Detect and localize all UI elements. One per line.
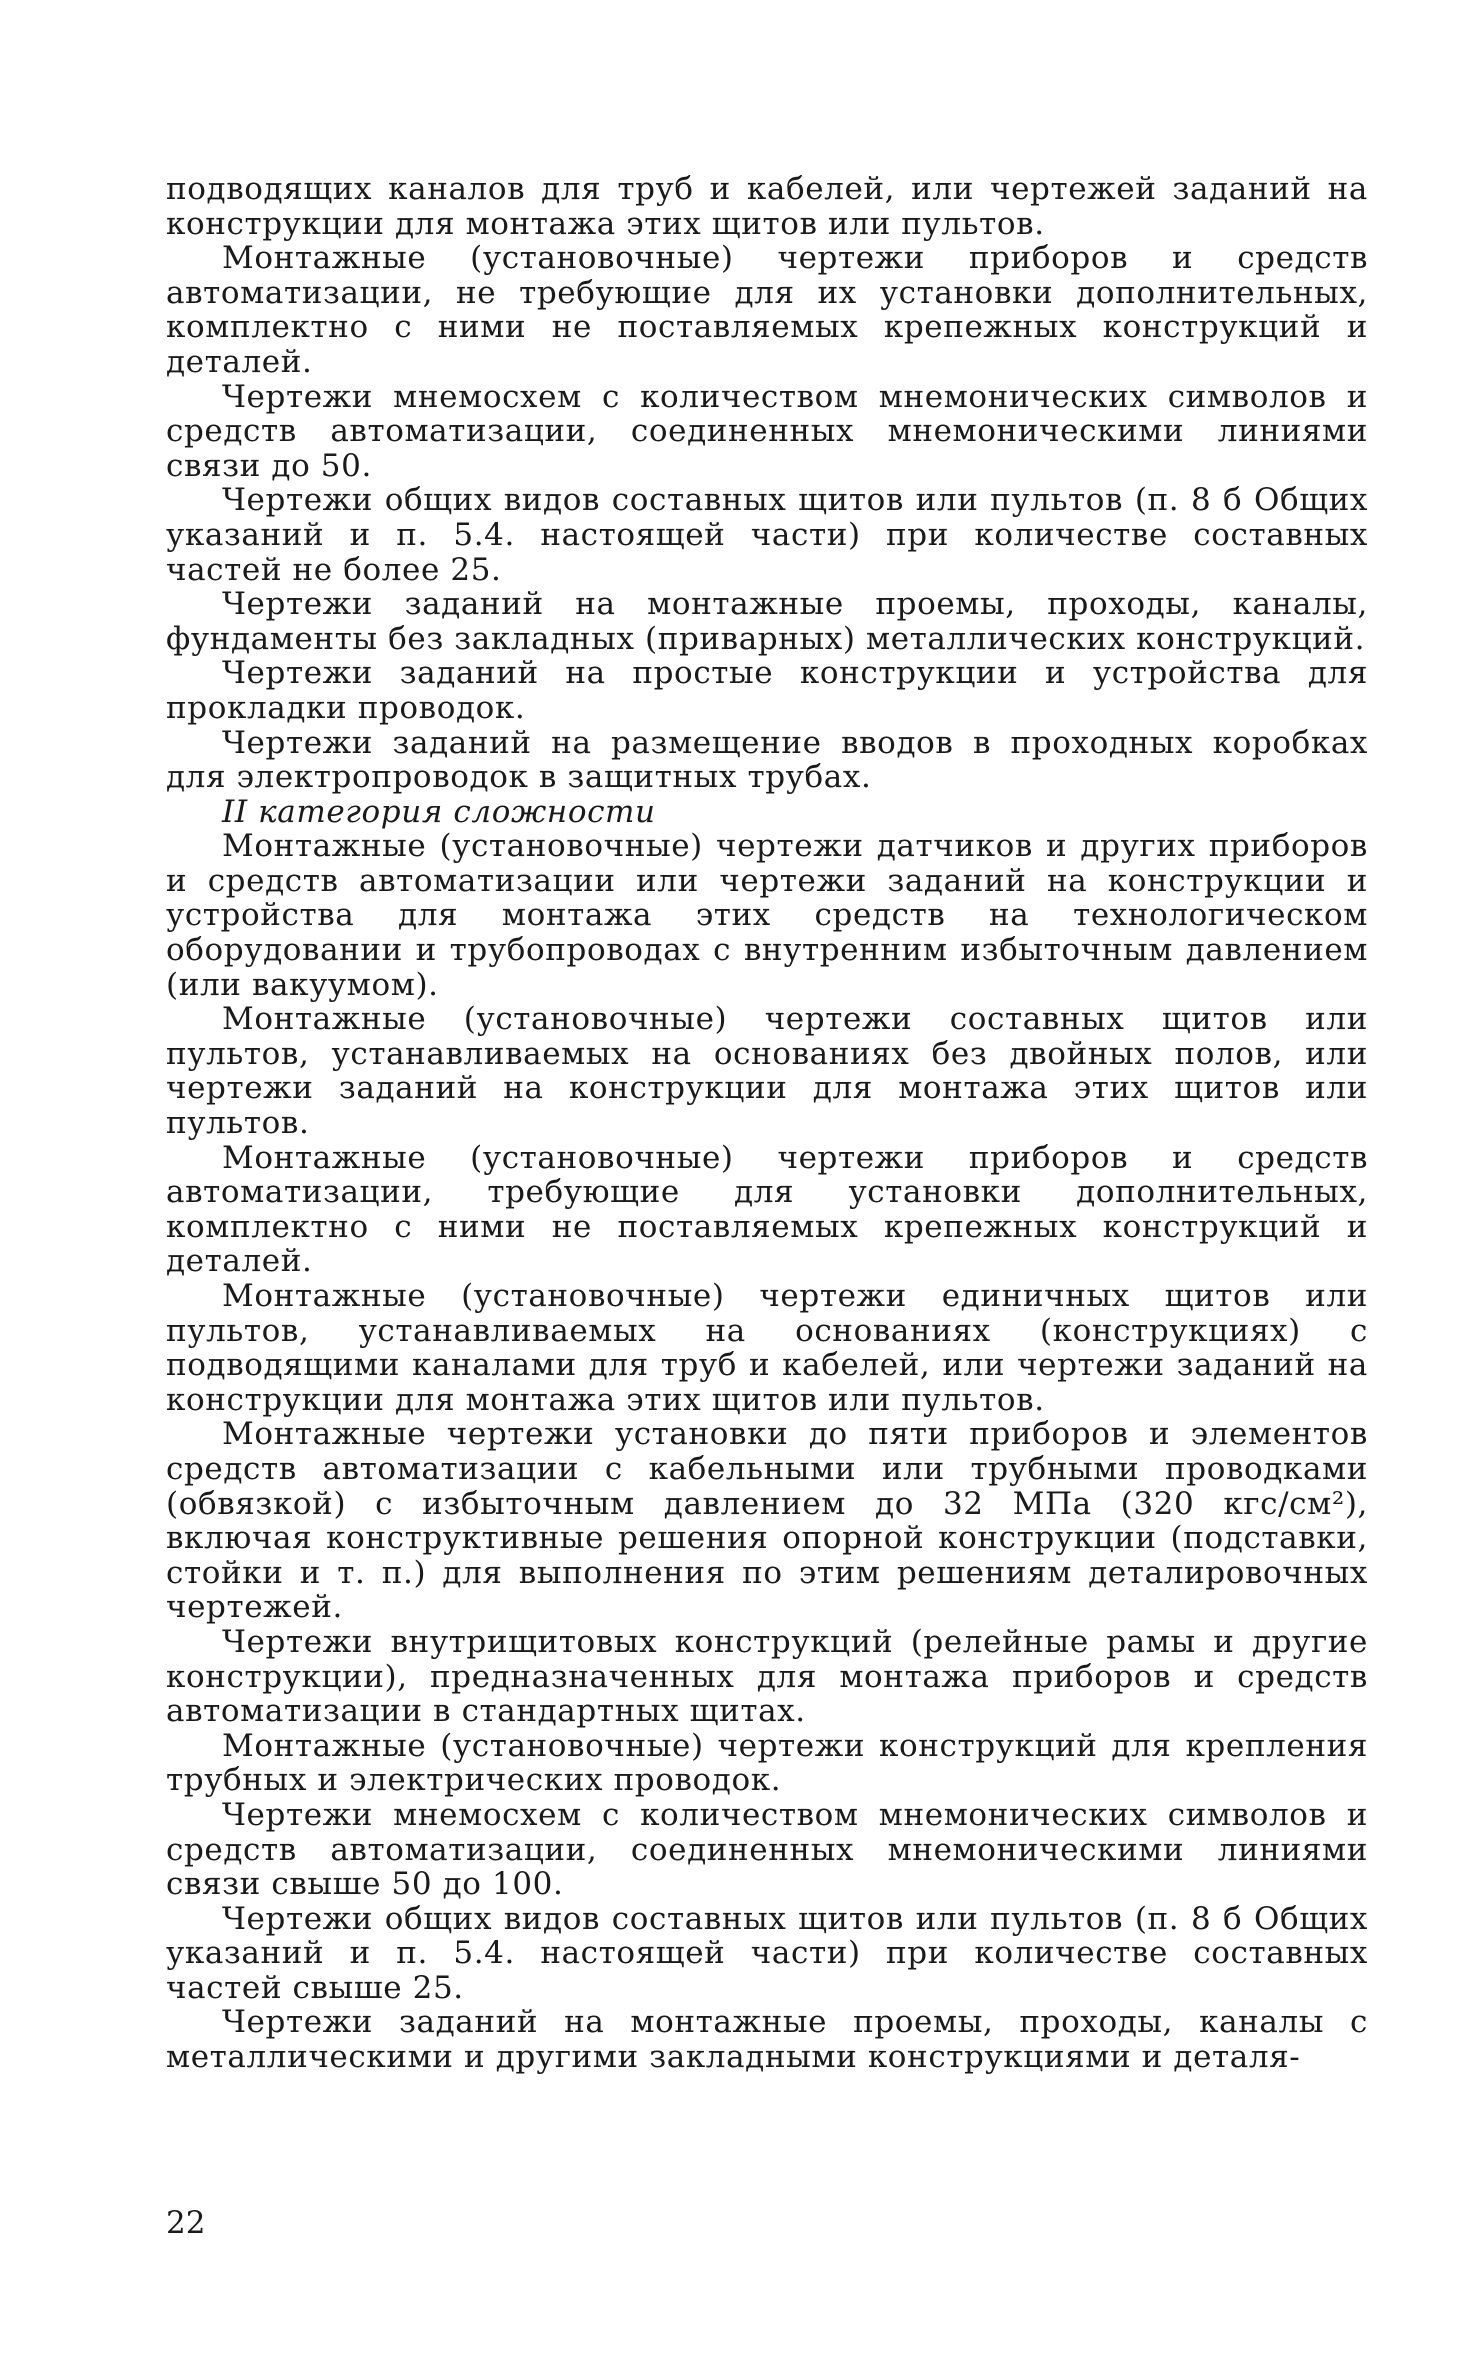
paragraph: Монтажные (установочные) чертежи приборов и средств автоматизации, требующие для установки дополнительных, комплектно с ними не поставляемых крепежных конструкций и деталей.	[166, 1139, 1368, 1280]
body-text	[166, 172, 1368, 2075]
paragraph: Чертежи мнемосхем с количеством мнемонических символов и средств автоматизации, соединенных мнемоническими линиями связи до 50.	[166, 378, 1368, 484]
paragraph: Чертежи заданий на простые конструкции и устройства для прокладки проводок.	[166, 655, 1368, 726]
paragraph: Чертежи заданий на монтажные проемы, проходы, каналы с металлическими и другими закладными конструкциями и деталя-	[166, 2004, 1368, 2076]
paragraph: Монтажные (установочные) чертежи конструкций для крепления трубных и электрических проводок.	[166, 1727, 1368, 1799]
paragraph: Монтажные (установочные) чертежи составных щитов или пультов, устанавливаемых на основаниях без двойных полов, или чертежи заданий на конструкции для монтажа этих щитов или пультов.	[166, 1001, 1368, 1142]
paragraph: Чертежи мнемосхем с количеством мнемонических символов и средств автоматизации, соединенных мнемоническими линиями связи свыше 50 до 100.	[166, 1796, 1368, 1903]
paragraph: Монтажные (установочные) чертежи единичных щитов или пультов, устанавливаемых на основаниях (конструкциях) с подводящими каналами для труб и кабелей, или чертежи заданий на конструкции для монтажа этих щитов или пультов.	[166, 1278, 1368, 1418]
paragraph: Монтажные (установочные) чертежи датчиков и других приборов и средств автоматизации или чертежи заданий на конструкции и устройства для монтажа этих средств на технологическом оборудовании и трубопроводах с внутренним избыточным давлением (или вакуумом).	[166, 828, 1368, 1003]
paragraph: Чертежи общих видов составных щитов или пультов (п. 8 б Общих указаний и п. 5.4. настоящей части) при количестве составных частей свыше 25.	[166, 1900, 1368, 2006]
paragraph: Монтажные (установочные) чертежи приборов и средств автоматизации, не требующие для их установки дополнительных, комплектно с ними не поставляемых крепежных конструкций и деталей.	[166, 240, 1368, 380]
paragraph: Чертежи внутрищитовых конструкций (релейные рамы и другие конструкции), предназначенных для монтажа приборов и средств автоматизации в стандартных щитах.	[166, 1623, 1368, 1730]
page-number: 22	[166, 2205, 206, 2241]
paragraph: Чертежи заданий на размещение вводов в проходных коробках для электропроводок в защитных трубах.	[166, 724, 1368, 796]
paragraph: подводящих каналов для труб и кабелей, или чертежей заданий на конструкции для монтажа этих щитов или пультов.	[166, 171, 1368, 242]
paragraph: Чертежи заданий на монтажные проемы, проходы, каналы, фундаменты без закладных (приварных) металлических конструкций.	[166, 586, 1368, 657]
section-heading: II категория сложности	[222, 793, 656, 830]
paragraph: Чертежи общих видов составных щитов или пультов (п. 8 б Общих указаний и п. 5.4. настоящей части) при количестве составных частей не более 25.	[166, 482, 1368, 588]
paragraph: Монтажные чертежи установки до пяти приборов и элементов средств автоматизации с кабельными или трубными проводками (обвязкой) с избыточным давлением до 32 МПа (320 кгс/см²), включая конструктивные решения опорной конструкции (подставки, стойки и т. п.) для выполнения по этим решениям деталировочных чертежей.	[166, 1416, 1368, 1626]
